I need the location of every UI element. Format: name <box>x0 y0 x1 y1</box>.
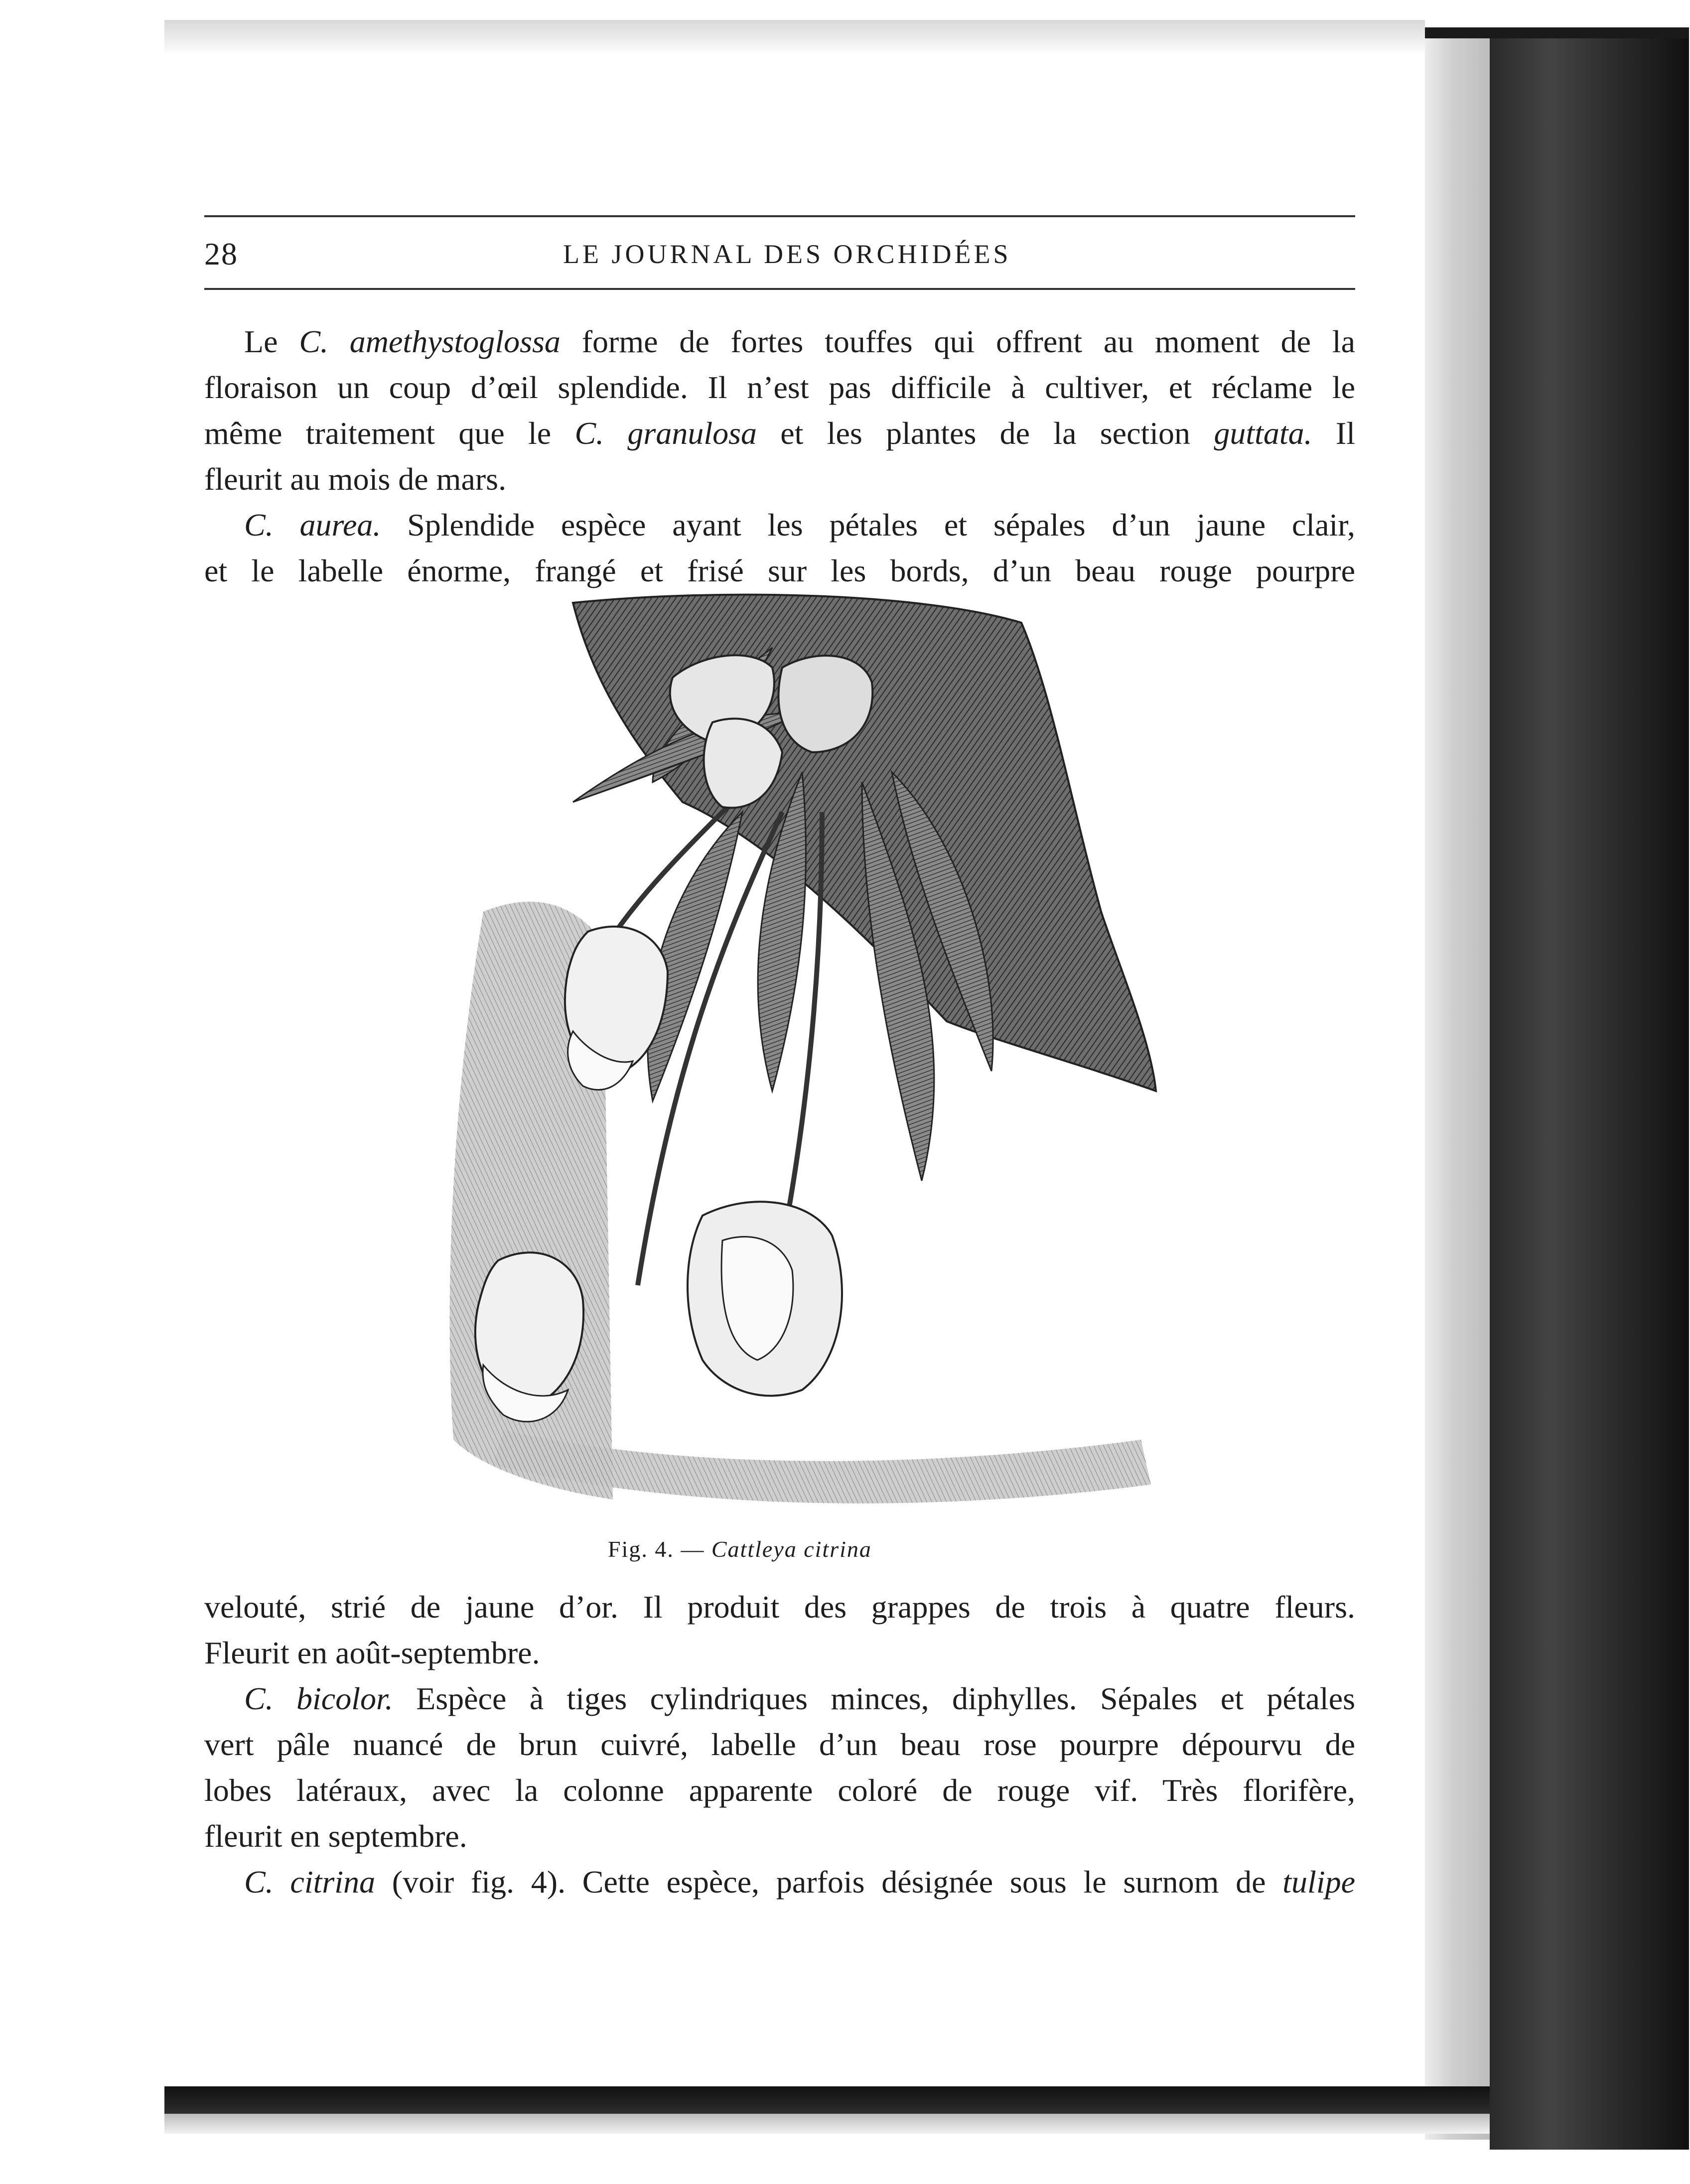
header-rule-top <box>204 215 1355 217</box>
scan-shadow-top <box>164 20 1425 55</box>
text-line: fleurit au mois de mars. <box>204 461 507 497</box>
text-line: lobes latéraux, avec la colonne apparente coloré de rouge vif. Très florifère, <box>204 1773 1355 1808</box>
text-block-bottom <box>204 1584 1355 1905</box>
text-line: floraison un coup d’œil splendide. Il n’est pas difficile à cultiver, et réclame le <box>204 370 1355 405</box>
scan-edge-bottom-fade <box>164 2114 1490 2134</box>
text-line: C. bicolor. Espèce à tiges cylindriques minces, diphylles. Sépales et pétales <box>244 1681 1355 1716</box>
text-line: Fleurit en août-septembre. <box>204 1635 540 1670</box>
text-block-top <box>204 319 1355 594</box>
figure-caption: Fig. 4. — Cattleya citrina <box>608 1536 872 1562</box>
scan-edge-bottom <box>164 2086 1490 2114</box>
figure-illustration <box>423 593 1221 1529</box>
book-spine-shadow <box>1425 27 1490 2140</box>
page-number: 28 <box>204 236 238 272</box>
text-line: C. citrina (voir fig. 4). Cette espèce, parfois désignée sous le surnom de tulipe <box>244 1864 1355 1900</box>
running-title: LE JOURNAL DES ORCHIDÉES <box>563 239 1011 269</box>
text-line: même traitement que le C. granulosa et les plantes de la section guttata. Il <box>204 415 1355 451</box>
text-line: fleurit en septembre. <box>204 1818 467 1854</box>
text-line: vert pâle nuancé de brun cuivré, labelle d’un beau rose pourpre dépourvu de <box>204 1727 1355 1762</box>
text-line: Le C. amethystoglossa forme de fortes touffes qui offrent au moment de la <box>244 324 1355 359</box>
text-line: et le labelle énorme, frangé et frisé sur les bords, d’un beau rouge pourpre <box>204 553 1355 588</box>
book-edge <box>1490 27 1689 2150</box>
text-line: C. aurea. Splendide espèce ayant les pétales et sépales d’un jaune clair, <box>244 507 1355 543</box>
header-rule-bottom <box>204 288 1355 290</box>
book-edge-top <box>1425 27 1689 38</box>
text-line: velouté, strié de jaune d’or. Il produit des grappes de trois à quatre fleurs. <box>204 1589 1355 1625</box>
